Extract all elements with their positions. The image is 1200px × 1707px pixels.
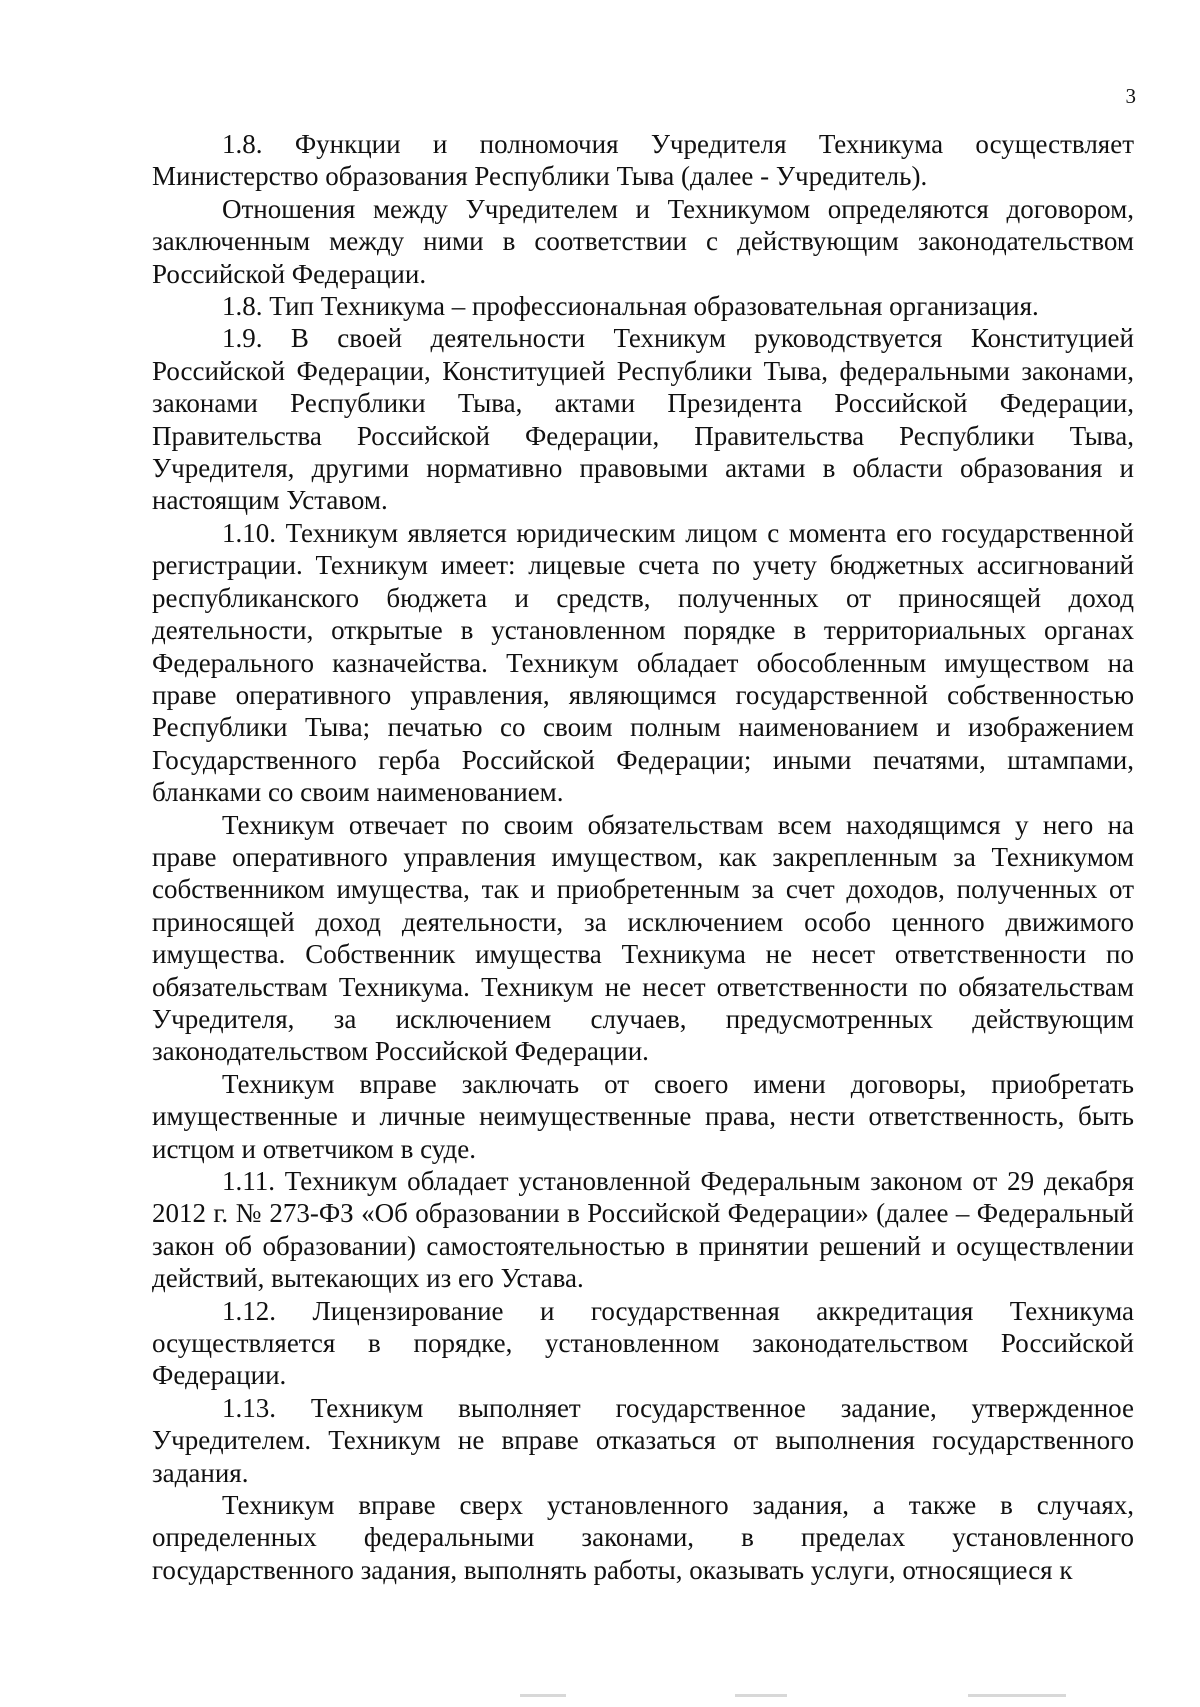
paragraph-1-11: 1.11. Техникум обладает установленной Федеральным законом от 29 декабря 2012 г. № 273-ФЗ «Об образовании в Российской Федерации» (далее – Федеральный закон об образовании) самостоятельностью в принятии решений и осуществлении действий, вытекающих из его Устава. xyxy=(152,1166,1134,1294)
paragraph-1-8-type: 1.8. Тип Техникума – профессиональная образовательная организация. xyxy=(222,291,1039,322)
paragraph-1-10: 1.10. Техникум является юридическим лицом с момента его государственной регистрации. Техникум имеет: лицевые счета по учету бюджетных ассигнований республиканского бюджета и средств, полученных от приносящей доход деятельности, открытые в установленном порядке в территориальных органах Федерального казначейства. Техникум обладает обособленным имуществом на праве оперативного управления, являющимся государственной собственностью Республики Тыва; печатью со своим полным наименованием и изображением Государственного герба Российской Федерации; иными печатями, штампами, бланками со своим наименованием. xyxy=(152,517,1134,808)
scan-artifact xyxy=(735,1694,787,1697)
paragraph-founder-relations: Отношения между Учредителем и Техникумом определяются договором, заключенным между ними в соответствии с действующим законодательством Российской Федерации. xyxy=(152,193,1134,289)
document-body xyxy=(152,128,1134,1586)
paragraph-1-13: 1.13. Техникум выполняет государственное задание, утвержденное Учредителем. Техникум не вправе отказаться от выполнения государственного задания. xyxy=(152,1392,1134,1488)
paragraph-1-12: 1.12. Лицензирование и государственная аккредитация Техникума осуществляется в порядке, установленном законодательством Российской Федерации. xyxy=(152,1295,1134,1391)
paragraph-liability: Техникум отвечает по своим обязательствам всем находящимся у него на праве оперативного управления имуществом, как закрепленным за Техникумом собственником имущества, так и приобретенным за счет доходов, полученных от приносящей доход деятельности, за исключением особо ценного движимого имущества. Собственник имущества Техникума не несет ответственности по обязательствам Техникума. Техникум не несет ответственности по обязательствам Учредителя, за исключением случаев, предусмотренных действующим законодательством Российской Федерации. xyxy=(152,809,1134,1067)
page-number: 3 xyxy=(1125,84,1136,108)
scan-artifact xyxy=(968,1694,1066,1697)
paragraph-1-8-founder: 1.8. Функции и полномочия Учредителя Техникума осуществляет Министерство образования Республики Тыва (далее - Учредитель). xyxy=(152,129,1134,192)
paragraph-extra-work: Техникум вправе сверх установленного задания, а также в случаях, определенных федеральными законами, в пределах установленного государственного задания, выполнять работы, оказывать услуги, относящиеся к xyxy=(152,1490,1134,1585)
paragraph-contracts: Техникум вправе заключать от своего имени договоры, приобретать имущественные и личные неимущественные права, нести ответственность, быть истцом и ответчиком в суде. xyxy=(152,1068,1134,1164)
scan-artifact xyxy=(520,1694,566,1697)
paragraph-1-9: 1.9. В своей деятельности Техникум руководствуется Конституцией Российской Федерации, Конституцией Республики Тыва, федеральными законами, законами Республики Тыва, актами Президента Российской Федерации, Правительства Российской Федерации, Правительства Республики Тыва, Учредителя, другими нормативно правовыми актами в области образования и настоящим Уставом. xyxy=(152,323,1134,516)
